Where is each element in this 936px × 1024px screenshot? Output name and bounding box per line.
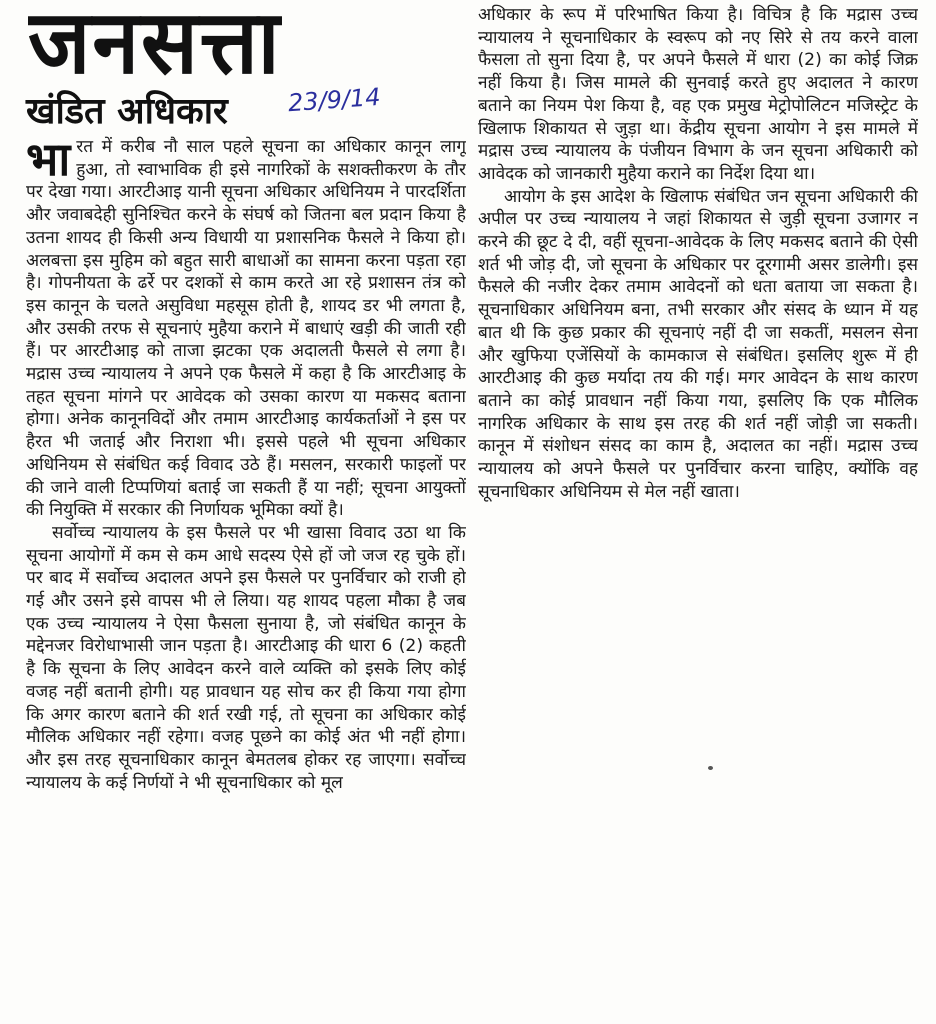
paragraph-text: रत में करीब नौ साल पहले सूचना का अधिकार कानून लागू हुआ, तो स्वाभाविक ही इसे नागरिकों के सशक्तीकरण के तौर पर देखा गया। आरटीआइ यानी सूचना अधिकार अधिनियम ने पारदर्शिता और जवाबदेही सुनिश्चित करने के संघर्ष को जितना बल प्रदान किया है उतना शायद ही किसी अन्य विधायी या प्रशासनिक फैसले ने किया हो। अलबत्ता इस मुहिम को बहुत सारी बाधाओं का सामना करना पड़ता रहा है। गोपनीयता के ढर्रे पर दशकों से काम करते आ रहे प्रशासन तंत्र को इस कानून के चलते असुविधा महसूस होती है, शायद डर भी लगता है, और उसकी तरफ से सूचनाएं मुहैया कराने में बाधाएं खड़ी की जाती रही हैं। पर आरटीआइ को ताजा झटका एक अदालती फैसले से लगा है। मद्रास उच्च न्यायालय ने अपने एक फैसले में कहा है कि आरटीआइ के तहत सूचना मांगने पर आवेदक को उसका कारण या मकसद बताना होगा। अनेक कानूनविदों और तमाम आरटीआइ कार्यकर्ताओं ने इस पर हैरत भी जताई और निराशा भी। इससे पहले भी सूचना अधिकार अधिनियम से संबंधित कई विवाद उठे हैं। मसलन, सरकारी फाइलों पर की जाने वाली टिप्पणियां बताई जा सकती हैं या नहीं; सूचना आयुक्तों की नियुक्ति में सरकार की निर्णायक भूमिका क्यों है।	[26, 137, 466, 521]
article-headline: खंडित अधिकार	[26, 91, 228, 132]
article-column-left	[26, 136, 466, 1016]
ink-speck	[708, 766, 713, 770]
article-paragraph: सर्वोच्च न्यायालय के इस फैसले पर भी खासा विवाद उठा था कि सूचना आयोगों में कम से कम आधे सदस्य ऐसे हों जो जज रह चुके हों। पर बाद में सर्वोच्च अदालत अपने इस फैसले पर पुनर्विचार को राजी हो गई और उसने इसे वापस भी ले लिया। यह शायद पहला मौका है जब एक उच्च न्यायालय ने ऐसा फैसला सुनाया है, जो संबंधित कानून के मद्देनजर विरोधाभासी जान पड़ता है। आरटीआइ की धारा 6 (2) कहती है कि सूचना के लिए आवेदन करने वाले व्यक्ति को इसके लिए कोई वजह नहीं बतानी होगी। यह प्रावधान यह सोच कर ही किया गया होगा कि अगर कारण बताने की शर्त रखी गई, तो सूचना का अधिकार कोई मौलिक अधिकार नहीं रहेगा। वजह पूछने का कोई अंत भी नहीं होगा। और इस तरह सूचनाधिकार कानून बेमतलब होकर रह जाएगा। सर्वोच्च न्यायालय के कई निर्णयों ने भी सूचनाधिकार को मूल	[26, 522, 466, 793]
handwritten-date: 23/9/14	[287, 82, 382, 118]
article-paragraph: आयोग के इस आदेश के खिलाफ संबंधित जन सूचना अधिकारी की अपील पर उच्च न्यायालय ने जहां शिकायत से जुड़ी सूचना उजागर न करने की छूट दे दी, वहीं सूचना-आवेदक के लिए मकसद बताने की ऐसी शर्त भी जोड़ दी, जो सूचना के अधिकार पर दूरगामी असर डालेगी। इस फैसले की नजीर देकर तमाम आवेदनों को धता बताया जा सकता है। सूचनाधिकार अधिनियम बना, तभी सरकार और संसद के ध्यान में यह बात थी कि कुछ प्रकार की सूचनाएं नहीं दी जा सकतीं, मसलन सेना और खुफिया एजेंसियों के कामकाज से संबंधित। इसलिए शुरू में ही आरटीआइ की कुछ मर्यादा तय की गई। मगर आवेदन के साथ कारण बताने का कोई प्रावधान नहीं किया गया, इसलिए कि एक मौलिक नागरिक अधिकार के साथ इस तरह की शर्त नहीं जोड़ी जा सकती। कानून में संशोधन संसद का काम है, अदालत का नहीं। मद्रास उच्च न्यायालय को अपने फैसले पर पुनर्विचार करना चाहिए, क्योंकि वह सूचनाधिकार अधिनियम से मेल नहीं खाता।	[478, 186, 918, 502]
article-paragraph: अधिकार के रूप में परिभाषित किया है। विचित्र है कि मद्रास उच्च न्यायालय ने सूचनाधिकार के स्वरूप को नए सिरे से तय करने वाला फैसला तो सुना दिया है, पर अपने फैसले में धारा (2) का कोई जिक्र नहीं किया है। जिस मामले की सुनवाई करते हुए अदालत ने कारण बताने का नियम पेश किया है, वह एक प्रमुख मेट्रोपोलिटन मजिस्ट्रेट के खिलाफ शिकायत से जुड़ा था। केंद्रीय सूचना आयोग ने इस मामले में मद्रास उच्च न्यायालय के पंजीयन विभाग के जन सूचना अधिकारी को आवेदक को जानकारी मुहैया कराने का निर्देश दिया था।	[478, 5, 918, 184]
article-paragraph	[26, 136, 466, 522]
article-column-right	[478, 4, 918, 644]
drop-cap: भा	[26, 136, 71, 186]
newspaper-masthead: जनसत्ता	[28, 0, 282, 84]
